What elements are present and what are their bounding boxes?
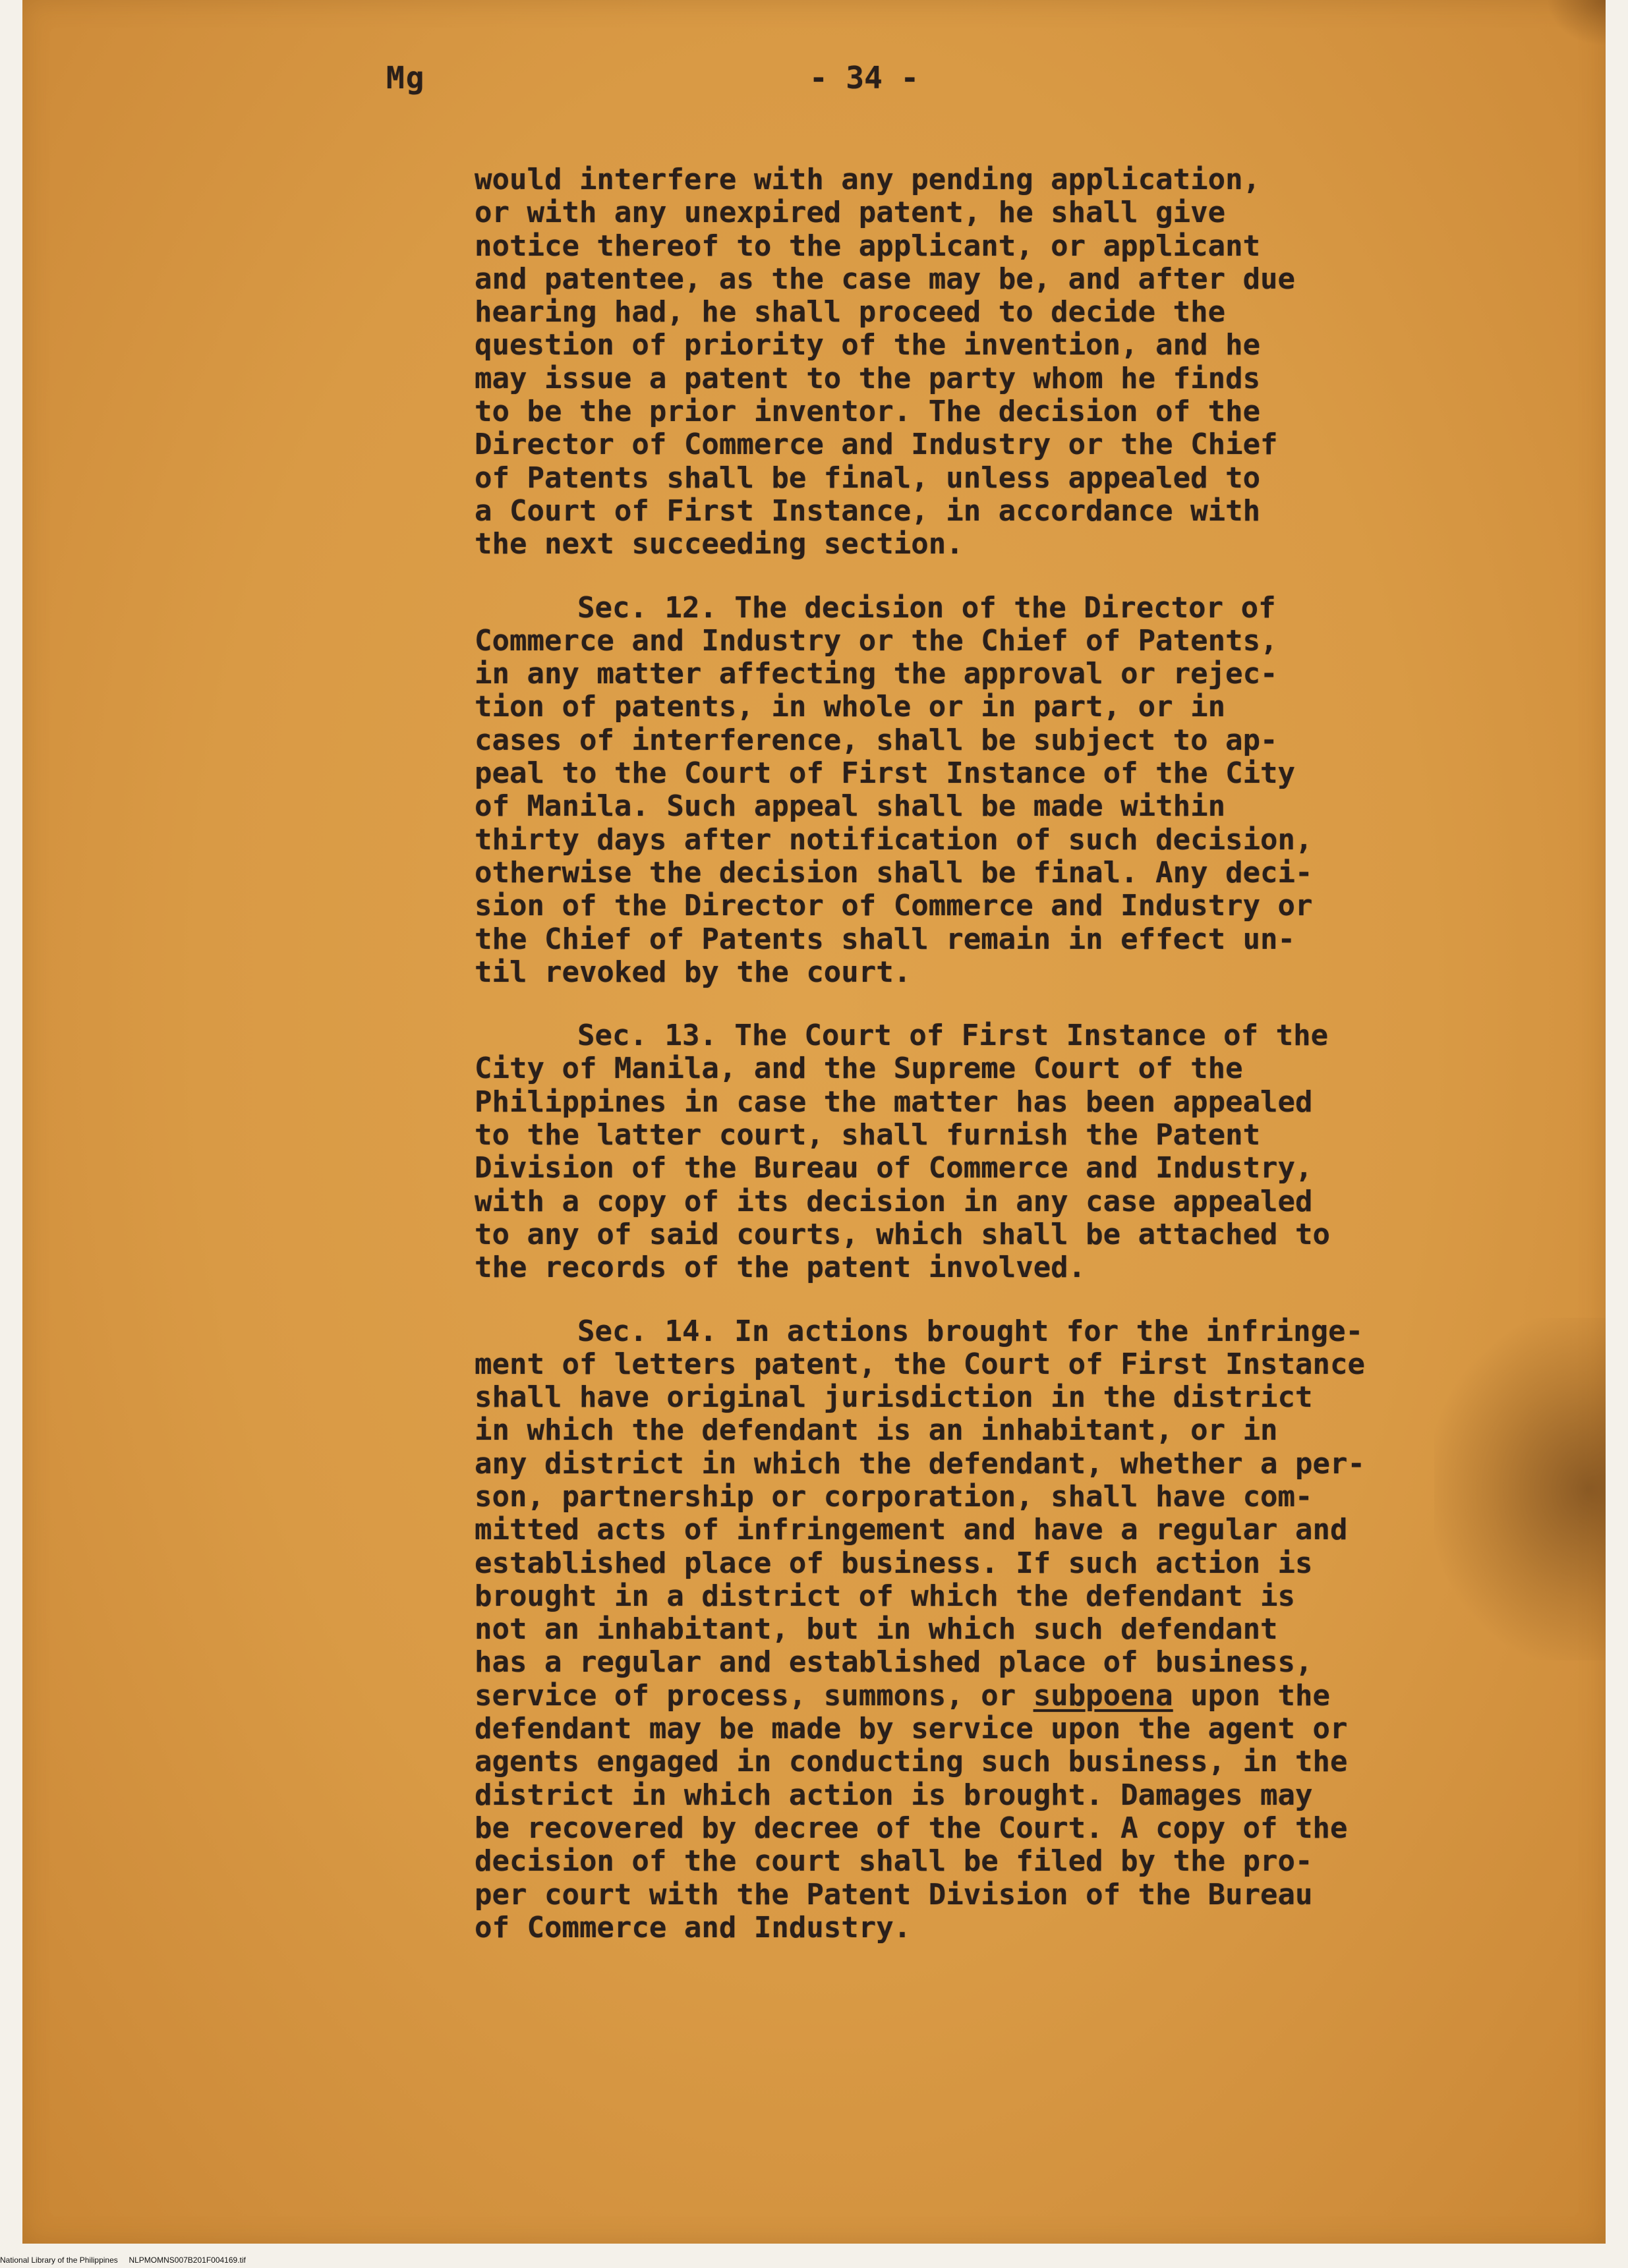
text-line: in any matter affecting the approval or rejec- bbox=[475, 657, 1278, 691]
text-line: per court with the Patent Division of the Bureau bbox=[475, 1877, 1313, 1912]
text-line: Sec. 12. The decision of the Director of bbox=[577, 590, 1276, 625]
text-line: the Chief of Patents shall remain in effect un- bbox=[475, 922, 1296, 956]
text-line: City of Manila, and the Supreme Court of the bbox=[475, 1052, 1243, 1086]
text-line: tion of patents, in whole or in part, or in bbox=[475, 690, 1226, 724]
text-line: cases of interference, shall be subject to ap- bbox=[475, 723, 1278, 757]
text-line: son, partnership or corporation, shall have com- bbox=[475, 1479, 1313, 1514]
text-line: notice thereof to the applicant, or applicant bbox=[475, 229, 1261, 263]
text-line: any district in which the defendant, whether a per- bbox=[475, 1446, 1366, 1481]
text-line: and patentee, as the case may be, and after due bbox=[475, 262, 1296, 296]
text-line: in which the defendant is an inhabitant, or in bbox=[475, 1413, 1278, 1448]
text-line: may issue a patent to the party whom he finds bbox=[475, 361, 1261, 395]
text-line: district in which action is brought. Damages may bbox=[475, 1778, 1313, 1812]
text-line: a Court of First Instance, in accordance with bbox=[475, 494, 1261, 528]
text-line: Director of Commerce and Industry or the Chief bbox=[475, 428, 1278, 462]
text-line: Commerce and Industry or the Chief of Patents, bbox=[475, 623, 1278, 658]
paragraph bbox=[475, 163, 1542, 561]
underlined-term: subpoena bbox=[1033, 1678, 1173, 1713]
page-number: - 34 - bbox=[809, 60, 919, 96]
text-line: defendant may be made by service upon the agent or bbox=[475, 1712, 1348, 1746]
text-line: of Commerce and Industry. bbox=[475, 1910, 912, 1944]
text-line: has a regular and established place of business, bbox=[475, 1645, 1313, 1680]
paragraph bbox=[475, 1315, 1542, 1945]
text-line: shall have original jurisdiction in the district bbox=[475, 1380, 1313, 1415]
typist-initials: Mg bbox=[386, 60, 426, 96]
paragraph bbox=[475, 1019, 1542, 1284]
text-line: to be the prior inventor. The decision of the bbox=[475, 395, 1261, 429]
document-body bbox=[475, 163, 1542, 1944]
text-line: with a copy of its decision in any case appealed bbox=[475, 1184, 1313, 1218]
text-line: Sec. 14. In actions brought for the infringe- bbox=[577, 1314, 1364, 1348]
text-line: or with any unexpired patent, he shall give bbox=[475, 196, 1226, 230]
text-line: service of process, summons, or subpoena upon the bbox=[475, 1678, 1331, 1713]
text-line: the next succeeding section. bbox=[475, 527, 964, 561]
text-line: mitted acts of infringement and have a regular and bbox=[475, 1513, 1348, 1547]
text-line: Division of the Bureau of Commerce and Industry, bbox=[475, 1151, 1313, 1185]
text-line: til revoked by the court. bbox=[475, 955, 912, 989]
paper-stain-top bbox=[1546, 0, 1606, 46]
text-line: would interfere with any pending application, bbox=[475, 163, 1261, 196]
text-line: decision of the court shall be filed by the pro- bbox=[475, 1844, 1313, 1879]
text-line: hearing had, he shall proceed to decide the bbox=[475, 295, 1226, 329]
text-line: be recovered by decree of the Court. A copy of the bbox=[475, 1811, 1348, 1845]
text-line: to the latter court, shall furnish the Patent bbox=[475, 1118, 1261, 1152]
text-line: not an inhabitant, but in which such defendant bbox=[475, 1612, 1278, 1647]
text-line: Sec. 13. The Court of First Instance of the bbox=[577, 1019, 1329, 1053]
text-line: sion of the Director of Commerce and Industry or bbox=[475, 889, 1313, 923]
text-line: brought in a district of which the defendant is bbox=[475, 1579, 1296, 1613]
paragraph bbox=[475, 592, 1542, 990]
archive-footer-caption: National Library of the Philippines NLPMOMNS007B201F004169.tif bbox=[0, 2255, 246, 2265]
text-line: thirty days after notification of such decision, bbox=[475, 822, 1313, 857]
text-line: of Patents shall be final, unless appealed to bbox=[475, 461, 1261, 495]
text-line: to any of said courts, which shall be attached to bbox=[475, 1217, 1331, 1251]
text-line: peal to the Court of First Instance of the City bbox=[475, 756, 1296, 791]
text-line: established place of business. If such action is bbox=[475, 1546, 1313, 1580]
text-line: otherwise the decision shall be final. Any deci- bbox=[475, 855, 1313, 890]
text-line: question of priority of the invention, and he bbox=[475, 328, 1261, 362]
text-line: of Manila. Such appeal shall be made within bbox=[475, 789, 1226, 824]
text-line: the records of the patent involved. bbox=[475, 1251, 1086, 1285]
text-line: agents engaged in conducting such business, in the bbox=[475, 1745, 1348, 1779]
text-line: ment of letters patent, the Court of First Instance bbox=[475, 1347, 1366, 1381]
text-line: Philippines in case the matter has been appealed bbox=[475, 1085, 1313, 1119]
